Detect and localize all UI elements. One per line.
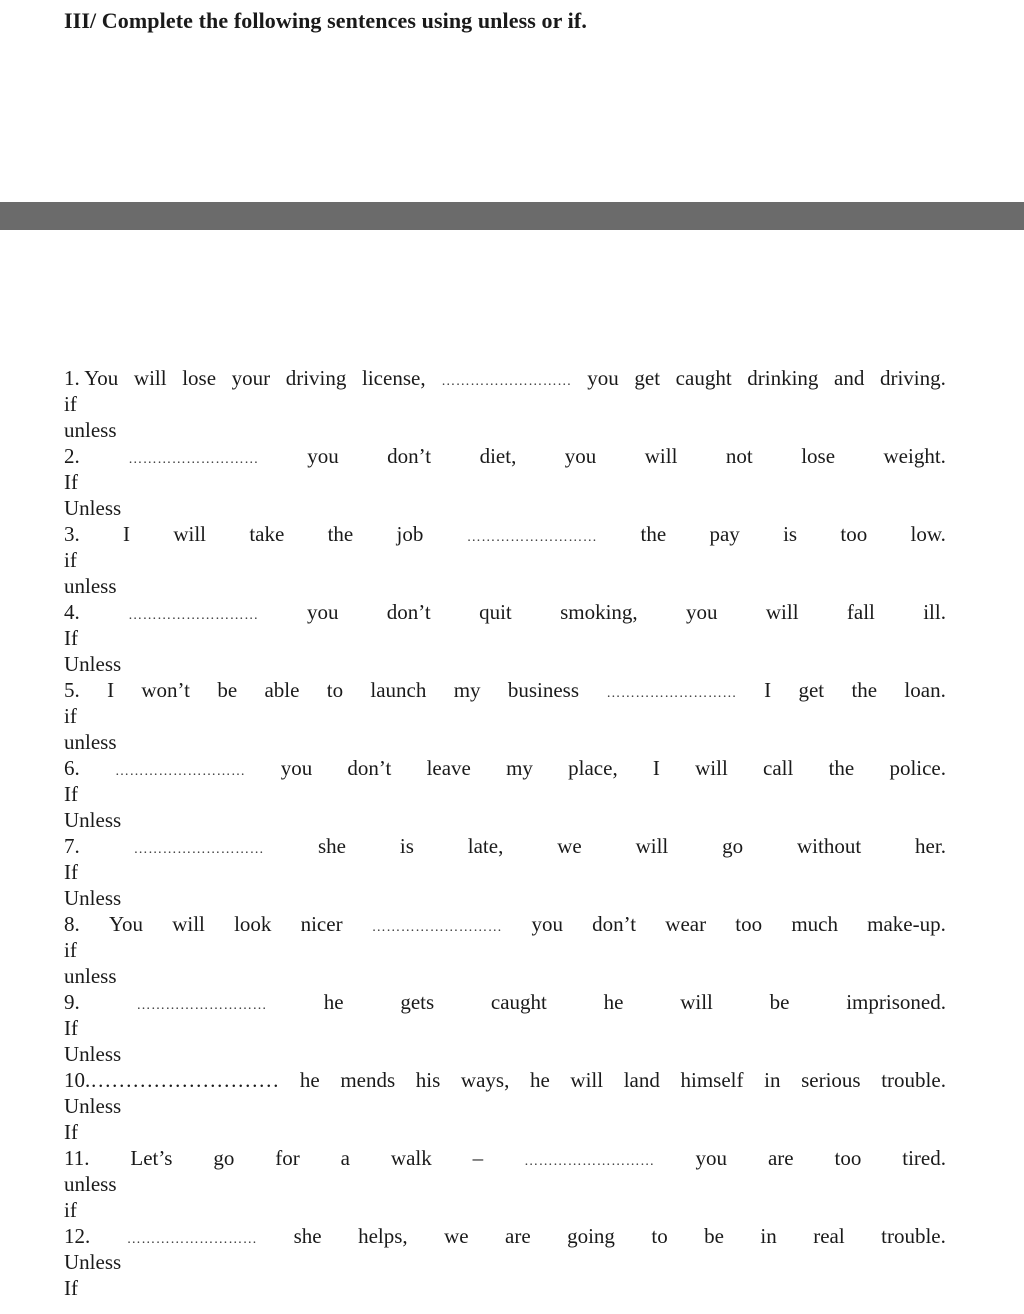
sentence-word: 10.……………………… (64, 1068, 280, 1092)
answer-blank[interactable]: ……………………… (606, 686, 737, 701)
answer-option[interactable]: unless (64, 1172, 117, 1196)
sentence-word: trouble. (881, 1224, 946, 1248)
sentence-word: a (340, 1146, 350, 1170)
sentence-line (64, 833, 946, 859)
answer-blank[interactable]: ……………………… (371, 920, 503, 935)
answer-option[interactable]: Unless (64, 652, 122, 676)
sentence-word: gets (400, 990, 435, 1014)
sentence-word: launch (370, 678, 427, 702)
exercise-item (64, 521, 946, 599)
sentence-word: 12. (64, 1224, 91, 1248)
sentence-word: imprisoned. (846, 990, 946, 1014)
exercise-item (64, 1223, 946, 1301)
sentence-word: serious (801, 1068, 861, 1092)
exercise-item (64, 365, 946, 443)
sentence-word: will (680, 990, 713, 1014)
sentence-word: You (108, 912, 144, 936)
sentence-word: call (763, 756, 794, 780)
sentence-word: will (570, 1068, 604, 1092)
answer-option[interactable]: If (64, 1016, 78, 1040)
sentence-word: driving. (879, 366, 946, 390)
sentence-line (64, 365, 946, 391)
answer-blank[interactable]: ……………………… (128, 452, 259, 467)
sentence-word: will (695, 756, 728, 780)
sentence-line (64, 911, 946, 937)
sentence-word: he (323, 990, 344, 1014)
sentence-word: don’t (592, 912, 637, 936)
sentence-word: don’t (347, 756, 392, 780)
sentence-word: will (765, 600, 799, 624)
sentence-word: won’t (141, 678, 190, 702)
sentence-word: I (123, 522, 131, 546)
sentence-word: be (217, 678, 238, 702)
sentence-word: get (798, 678, 825, 702)
answer-option[interactable]: Unless (64, 1250, 122, 1274)
answer-option[interactable]: If (64, 1120, 78, 1144)
sentence-word: wear (665, 912, 707, 936)
sentence-word: make-up. (867, 912, 946, 936)
sentence-word: caught (490, 990, 547, 1014)
sentence-word: the (851, 678, 878, 702)
sentence-word: real (813, 1224, 845, 1248)
sentence-line (64, 1223, 946, 1249)
answer-option[interactable]: If (64, 860, 78, 884)
sentence-word: in (764, 1068, 781, 1092)
sentence-word: be (704, 1224, 724, 1248)
sentence-word: don’t (386, 600, 431, 624)
exercise-list (64, 365, 946, 1301)
sentence-word: not (725, 444, 753, 468)
answer-option[interactable]: Unless (64, 808, 122, 832)
sentence-word: lose (801, 444, 836, 468)
sentence-word: trouble. (881, 1068, 946, 1092)
answer-blank[interactable]: ……………………… (466, 530, 598, 545)
sentence-word: able (264, 678, 300, 702)
answer-option[interactable]: if (64, 392, 77, 416)
sentence-word: late, (467, 834, 504, 858)
answer-option[interactable]: If (64, 1276, 78, 1300)
answer-option[interactable]: unless (64, 964, 117, 988)
answer-blank[interactable]: ……………………… (133, 842, 265, 857)
sentence-word: leave (426, 756, 471, 780)
sentence-word: place, (568, 756, 618, 780)
sentence-word: will (133, 366, 167, 390)
exercise-title: III/ Complete the following sentences using unless or if. (64, 8, 587, 33)
sentence-word: he (529, 1068, 550, 1092)
sentence-word: lose (182, 366, 217, 390)
sentence-word: will (172, 912, 205, 936)
sentence-word: the (640, 522, 667, 546)
answer-option[interactable]: if (64, 1198, 77, 1222)
answer-blank[interactable]: ……………………… (441, 374, 572, 389)
sentence-word: helps, (358, 1224, 408, 1248)
sentence-line (64, 755, 946, 781)
sentence-word: quit (479, 600, 512, 624)
sentence-word: loan. (904, 678, 946, 702)
sentence-word: my (453, 678, 481, 702)
sentence-word: are (505, 1224, 531, 1248)
sentence-word: too (834, 1146, 862, 1170)
sentence-word: go (213, 1146, 235, 1170)
sentence-word: I (764, 678, 772, 702)
sentence-word: caught (675, 366, 732, 390)
sentence-word: driving (285, 366, 347, 390)
answer-option[interactable]: If (64, 470, 78, 494)
sentence-word: 11. (64, 1146, 90, 1170)
exercise-item (64, 677, 946, 755)
sentence-word: don’t (387, 444, 432, 468)
exercise-item (64, 833, 946, 911)
sentence-word: job (396, 522, 424, 546)
exercise-item (64, 1067, 946, 1145)
sentence-word: without (797, 834, 862, 858)
sentence-word: 2. (64, 444, 80, 468)
sentence-word: are (767, 1146, 794, 1170)
sentence-word: in (760, 1224, 777, 1248)
sentence-word: I (107, 678, 115, 702)
sentence-word: will (635, 834, 669, 858)
sentence-word: his (415, 1068, 441, 1092)
sentence-line (64, 1145, 946, 1171)
sentence-word: I (652, 756, 660, 780)
sentence-word: he (603, 990, 624, 1014)
sentence-word: 6. (64, 756, 80, 780)
answer-blank[interactable]: ……………………… (128, 608, 259, 623)
exercise-item (64, 1145, 946, 1223)
exercise-item (64, 443, 946, 521)
sentence-word: you (531, 912, 563, 936)
exercise-item (64, 911, 946, 989)
sentence-word: 7. (64, 834, 80, 858)
sentence-word: she (293, 1224, 322, 1248)
gray-divider-bar (0, 202, 1024, 230)
sentence-line (64, 443, 946, 469)
answer-blank[interactable]: ……………………… (126, 1232, 258, 1247)
sentence-word: the (327, 522, 354, 546)
sentence-word: take (249, 522, 285, 546)
sentence-word: we (444, 1224, 469, 1248)
answer-option[interactable]: If (64, 626, 78, 650)
sentence-word: low. (910, 522, 946, 546)
sentence-word: fall (846, 600, 875, 624)
sentence-word: she (318, 834, 346, 858)
answer-option[interactable]: unless (64, 574, 117, 598)
answer-option[interactable]: If (64, 782, 78, 806)
answer-blank[interactable]: ……………………… (524, 1154, 655, 1169)
sentence-word: too (735, 912, 763, 936)
sentence-word: and (834, 366, 865, 390)
answer-option[interactable]: Unless (64, 1042, 122, 1066)
answer-option[interactable]: unless (64, 418, 117, 442)
sentence-word: Let’s (130, 1146, 173, 1170)
sentence-word: nicer (300, 912, 343, 936)
sentence-word: going (567, 1224, 615, 1248)
sentence-word: you (564, 444, 597, 468)
sentence-word: ill. (923, 600, 946, 624)
sentence-word: too (840, 522, 868, 546)
sentence-word: to (326, 678, 344, 702)
sentence-word: police. (889, 756, 946, 780)
sentence-word: mends (340, 1068, 396, 1092)
sentence-line (64, 599, 946, 625)
sentence-word: much (791, 912, 838, 936)
sentence-word: diet, (479, 444, 517, 468)
answer-option[interactable]: if (64, 704, 77, 728)
sentence-word: you (587, 366, 619, 390)
answer-option[interactable]: unless (64, 730, 117, 754)
sentence-line (64, 521, 946, 547)
sentence-word: to (651, 1224, 668, 1248)
answer-option[interactable]: if (64, 548, 77, 572)
sentence-word: is (783, 522, 798, 546)
sentence-word: you (695, 1146, 728, 1170)
sentence-word: himself (680, 1068, 744, 1092)
answer-option[interactable]: Unless (64, 496, 122, 520)
sentence-line (64, 989, 946, 1015)
sentence-word: 1. You (64, 366, 119, 390)
sentence-word: go (722, 834, 744, 858)
sentence-word: pay (709, 522, 740, 546)
answer-option[interactable]: Unless (64, 886, 122, 910)
answer-blank[interactable]: ……………………… (136, 998, 267, 1013)
sentence-word: walk (390, 1146, 432, 1170)
exercise-item (64, 989, 946, 1067)
exercise-item (64, 599, 946, 677)
sentence-word: smoking, (560, 600, 638, 624)
sentence-word: we (557, 834, 582, 858)
sentence-word: 4. (64, 600, 80, 624)
sentence-word: tired. (902, 1146, 946, 1170)
sentence-word: my (506, 756, 533, 780)
sentence-word: get (634, 366, 661, 390)
sentence-word: business (507, 678, 580, 702)
sentence-word: – (472, 1146, 484, 1170)
sentence-word: her. (915, 834, 946, 858)
sentence-word: you (280, 756, 313, 780)
sentence-word: land (623, 1068, 660, 1092)
sentence-word: you (306, 600, 339, 624)
sentence-word: 9. (64, 990, 80, 1014)
sentence-word: 3. (64, 522, 80, 546)
sentence-line (64, 677, 946, 703)
answer-option[interactable]: Unless (64, 1094, 122, 1118)
sentence-word: look (234, 912, 272, 936)
sentence-word: 5. (64, 678, 80, 702)
sentence-word: you (307, 444, 339, 468)
sentence-word: will (173, 522, 207, 546)
exercise-item (64, 755, 946, 833)
sentence-word: 8. (64, 912, 80, 936)
answer-blank[interactable]: ……………………… (114, 764, 246, 779)
answer-option[interactable]: if (64, 938, 77, 962)
sentence-word: drinking (747, 366, 819, 390)
sentence-line (64, 1067, 946, 1093)
sentence-word: ways, (460, 1068, 510, 1092)
sentence-word: your (231, 366, 271, 390)
sentence-word: he (299, 1068, 320, 1092)
sentence-word: license, (362, 366, 426, 390)
sentence-word: for (275, 1146, 300, 1170)
sentence-word: be (769, 990, 790, 1014)
sentence-word: weight. (883, 444, 946, 468)
sentence-word: the (828, 756, 855, 780)
sentence-word: will (644, 444, 678, 468)
sentence-word: you (686, 600, 718, 624)
sentence-word: is (399, 834, 414, 858)
